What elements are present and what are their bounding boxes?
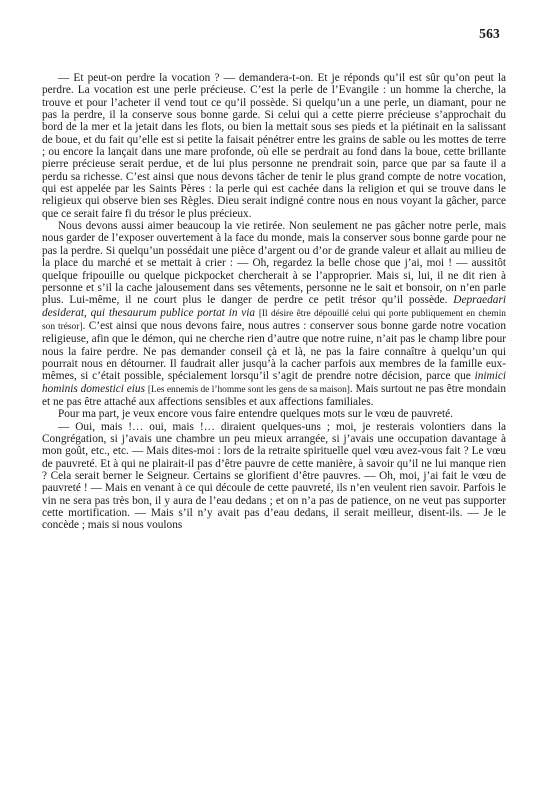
paragraph (42, 408, 506, 420)
translation-note: [Il désire être dépouillé celui qui porte publiquement en chemin son trésor] (42, 308, 506, 332)
text-run: . Mais surtout ne pas être mondain et ne pas être attaché aux affections sensibles et aux affections familiales. (42, 382, 506, 408)
translation-note: [Les ennemis de l’homme sont les gens de sa maison] (147, 384, 350, 395)
text-run: — Et peut-on perdre la vocation ? — demandera-t-on. Et je réponds qu’il est sûr qu’on peut la perdre. La vocation est une perle précieuse. C’est la perle de l’Evangile : un homme la cherche, la trouve et pour l’acheter il vend tout ce qu’il possède. Si quelqu’un a une perle, un diamant, pour ne pas la perdre, il la conserve sous bonne garde. Si celui qui a cette pierre précieuse s’approchait du bord de la mer et la jetait dans les flots, ou bien la mettait sous ses pieds et la piétinait en la salissant de boue, et du fait qu’elle est si petite la faisait pénétrer entre les grains de sable ou les mottes de terre ; ou encore la lançait dans une mare profonde, où elle se perdrait au fond dans la boue, cette brillante pierre précieuse serait perdue, et de lui plus personne ne prendrait soin, parce que par sa faute il a perdu sa richesse. C’est ainsi que nous devons tâcher de tenir le plus grand compte de notre vocation, qui est appelée par les Saints Pères : la perle qui est cachée dans la religion et qui se trouve dans le religieux qui observe bien ses Règles. Dieu serait indigné contre nous en nous voyant la gâcher, parce que ce serait faire fi du trésor le plus précieux. (42, 72, 506, 220)
paragraph (42, 72, 506, 220)
text-run: Pour ma part, je veux encore vous faire entendre quelques mots sur le vœu de pauvreté. (58, 408, 453, 421)
paragraph (42, 220, 506, 408)
text-run: — Oui, mais !… oui, mais !… diraient quelques-uns ; moi, je resterais volontiers dans la Congrégation, si j’avais une chambre un peu mieux arrangée, si j’avais une occupation davantage à mon goût, etc., etc. — Mais dites-moi : lors de la retraite spirituelle quel vœu avez-vous fait ? Le vœu de pauvreté. Et à qui ne plairait-il pas d’être pauvre de cette manière, à savoir qu’il ne lui manque rien ? Cela serait berner le Seigneur. Certains se glorifient d’être pauvres. — Oh, moi, j’ai fait le vœu de pauvreté ! — Mais en venant à ce qui découle de cette pauvreté, ils n’en veulent rien savoir. Parfois le vin ne sera pas très bon, il y aura de l’eau dedans ; et on n’a pas de patience, on ne veut pas supporter cette mortification. — Mais s’il n’y avait pas d’eau dedans, il serait meilleur, disent-ils. — Je le concède ; mais si nous voulons (42, 420, 506, 532)
page-number: 563 (479, 26, 500, 41)
latin-quote: Depraedari desiderat, qui thesaurum publice portat in via (42, 294, 506, 319)
text-run: Nous devons aussi aimer beaucoup la vie retirée. Non seulement ne pas gâcher notre perle, mais nous garder de l’exposer ouvertement à la face du monde, mais la conserver sous bonne garde pour ne pas la perdre. Si quelqu’un possédait une pièce d’argent ou d’or de grande valeur et allait au milieu de la place du marché et se mettait à crier : — Oh, regardez la belle chose que j’ai, moi ! — aussitôt quelque fripouille ou quelque pickpocket chercherait à se l’approprier. Mais si, lui, il ne dit rien à personne et s’il la cache jalousement dans ses vêtements, personne ne le sait et bonsoir, on n’en parle plus. Lui-même, il ne court plus le danger de perdre ce petit trésor qu’il possède. (42, 220, 506, 307)
latin-quote: inimici hominis domestici eius (42, 370, 506, 395)
paragraph (42, 421, 506, 532)
text-run: . C’est ainsi que nous devons faire, nous autres : conserver sous bonne garde notre vocation religieuse, afin que le démon, qui ne cherche rien d’autre que notre ruine, n’ait pas le champ libre pour nous la faire perdre. Ne pas demander conseil çà et là, ne pas la faire connaître à quelqu’un qui pourrait nous en détourner. Il faudrait aller jusqu’à la cacher parfois aux membres de la famille eux-mêmes, si c’était possible, spécialement lorsqu’il s’agit de prendre notre décision, parce que (42, 319, 506, 383)
text-block (42, 72, 506, 532)
